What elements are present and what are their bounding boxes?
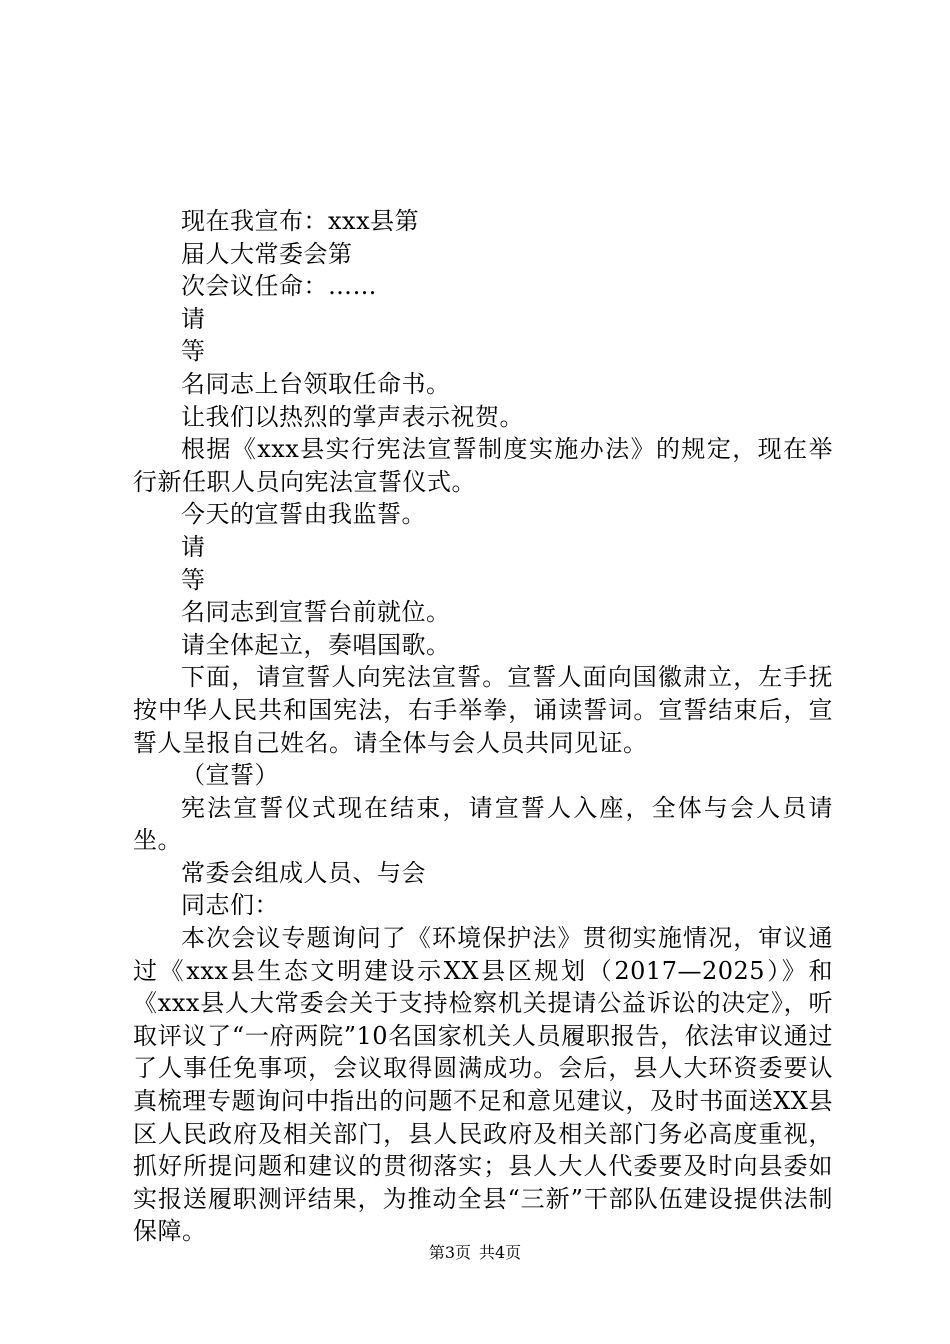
page-total: 共4页 [479,1243,522,1262]
paragraph: 请 [181,304,206,333]
paragraph: 届人大常委会第 [181,239,353,268]
paragraph: 等 [181,565,206,594]
paragraph: 次会议任命：…… [181,272,377,301]
paragraph: 下面，请宣誓人向宪法宣誓。宣誓人面向国徽肃立，左手抚按中华人民共和国宪法，右手举拳，诵读誓词。宣誓结束后，宣誓人呈报自己姓名。请全体与会人员共同见证。 [133,663,833,757]
page-number: 第3页 [428,1243,471,1262]
paragraph: 让我们以热烈的掌声表示祝贺。 [181,402,524,431]
paragraph: 请全体起立，奏唱国歌。 [181,630,451,659]
paragraph: 今天的宣誓由我监誓。 [181,500,426,529]
paragraph: （宣誓） [181,761,279,790]
paragraph: 常委会组成人员、与会 [181,858,426,887]
paragraph: 名同志上台领取任命书。 [181,369,451,398]
paragraph: 现在我宣布：xxx县第 [181,207,420,235]
paragraph: 名同志到宣誓台前就位。 [181,598,451,627]
paragraph: 宪法宣誓仪式现在结束，请宣誓人入座，全体与会人员请坐。 [133,793,833,855]
paragraph: 等 [181,337,206,366]
document-body [133,205,833,1248]
page-footer [0,1243,950,1263]
paragraph: 请 [181,532,206,561]
paragraph: 同志们： [181,891,279,920]
paragraph: 本次会议专题询问了《环境保护法》贯彻实施情况，审议通过《xxx县生态文明建设示XX县区规划（2017—2025）》和《xxx县人大常委会关于支持检察机关提请公益诉讼的决定》，听取评议了“一府两院”10名国家机关人员履职报告，依法审议通过了人事任免事项，会议取得圆满成功。会后，县人大环资委要认真梳理专题询问中指出的问题不足和意见建议，及时书面送XX县区人民政府及相关部门，县人民政府及相关部门务必高度重视，抓好所提问题和建议的贯彻落实；县人大人代委要及时向县委如实报送履职测评结果，为推动全县“三新”干部队伍建设提供法制保障。 [133,924,833,1246]
paragraph: 根据《xxx县实行宪法宣誓制度实施办法》的规定，现在举行新任职人员向宪法宣誓仪式。 [133,435,833,496]
